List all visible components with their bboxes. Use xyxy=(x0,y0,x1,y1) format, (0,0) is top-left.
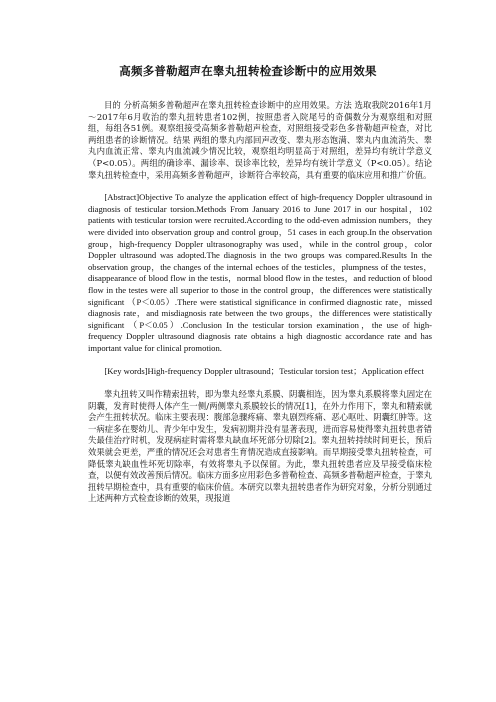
abstract-chinese: 目的 分析高频多普勒超声在睾丸扭转检查诊断中的应用效果。方法 选取我院2016年1月～2017年6月收治的睾丸扭转患者102例，按照患者入院尾号的奇偶数分为观察组和对照组，每组各51例。观察组接受高频多普勒超声检查，对照组接受彩色多普勒超声检查，对比两组患者的诊断情况。结果 两组的睾丸内部回声改变、睾丸形态饱满、睾丸内血流消失、睾丸内血流正常、睾丸内血流减少情况比较，观察组均明显高于对照组，差异均有统计学意义（P<0.05）。两组的确诊率、漏诊率、误诊率比较，差异均有统计学意义（P<0.05）。结论 睾丸扭转检查中，采用高频多普勒超声，诊断符合率较高，具有重要的临床应用和推广价值。 xyxy=(88,100,432,180)
abstract-english: [Abstract]Objective To analyze the application effect of high-frequency Doppler ultrasound in diagnosis of testicular torsion.Methods From January 2016 to June 2017 in our hospital，102 patients with testicular torsion were recruited.According to the odd-even admission numbers，they were divided into observation group and control group，51 cases in each group.In the observation group，high-frequency Doppler ultrasonography was used，while in the control group，color Doppler ultrasound was adopted.The diagnosis in the two groups was compared.Results In the observation group，the changes of the internal echoes of the testicles，plumpness of the testes，disappearance of blood flow in the testis，normal blood flow in the testes，and reduction of blood flow in the testes were all superior to those in the control group，the differences were statistically significant （P＜0.05）.There were statistical significance in confirmed diagnostic rate，missed diagnosis rate，and misdiagnosis rate between the two groups，the differences were statistically significant （P＜0.05）.Conclusion In the testicular torsion examination，the use of high-frequency Doppler ultrasound diagnosis rate obtains a high diagnostic accordance rate and has important value for clinical promotion. xyxy=(88,192,432,353)
paper-title: 高频多普勒超声在睾丸扭转检查诊断中的应用效果 xyxy=(119,64,377,78)
keywords-english: [Key words]High-frequency Doppler ultrasound；Testicular torsion test；Application effect xyxy=(104,366,424,377)
body-introduction: 睾丸扭转又叫作精索扭转，即为睾丸经睾丸系膜、阴囊相连，因为睾丸系膜将睾丸固定在阴囊，发育时使得人体产生一侧/两侧睾丸系膜较长的情况[1]，在外力作用下，睾丸和精索就会产生扭转状况。临床主要表现：腹部急骤疼痛、睾丸剧烈疼痛、恶心呕吐、阴囊红肿等。这一病症多在婴幼儿、青少年中发生，发病初期并没有显著表现，进而容易使得睾丸扭转患者错失最佳治疗时机，发现病症时需将睾丸缺血坏死部分切除[2]。睾丸扭转持续时间更长，预后效果就会更差，严重的情况还会对患者生育情况造成直接影响。而早期接受睾丸扭转检查，可降低睾丸缺血性坏死切除率，有效将睾丸予以保留。为此，睾丸扭转患者应及早接受临床检查，以便有效改善预后情况。临床方面多应用彩色多普勒检查、高频多普勒超声检查，于睾丸扭转早期检查中，具有重要的临床价值。本研究以睾丸扭转患者作为研究对象，分析分别通过上述两种方式检查诊断的效果，现报道 xyxy=(88,389,432,504)
